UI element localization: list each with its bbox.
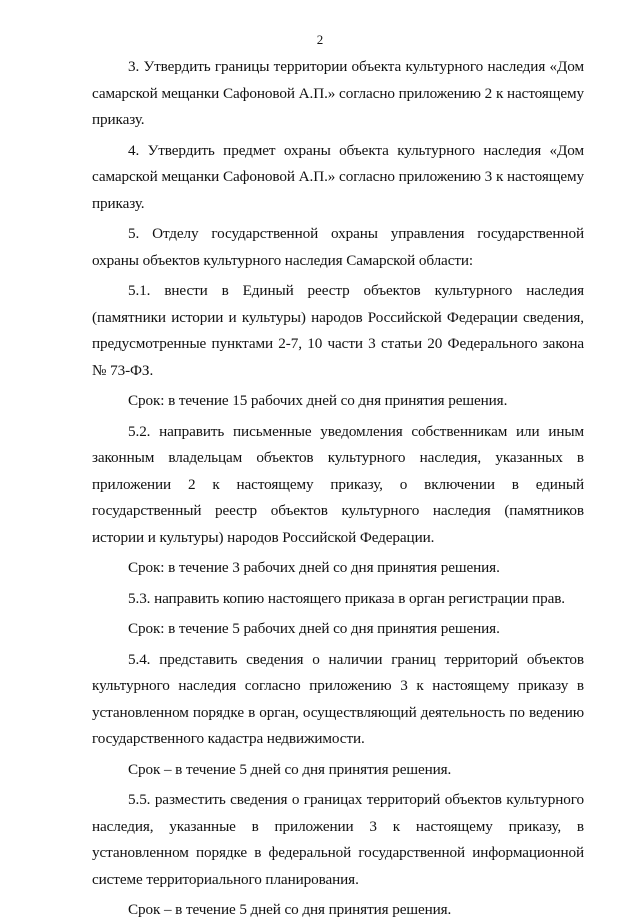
paragraph-item-5-3: 5.3. направить копию настоящего приказа в орган регистрации прав. bbox=[128, 589, 566, 607]
paragraph-item-5-5: 5.5. разместить сведения о границах территорий объектов культурного наследия, указанные в приложении 3 к настоящему приказу, в установленном порядке в федеральной государственной информационной системе территориального планирования. bbox=[92, 791, 584, 888]
page-number: 2 bbox=[316, 32, 324, 47]
paragraph-item-5-1: 5.1. внести в Единый реестр объектов культурного наследия (памятники истории и культуры) народов Российской Федерации сведения, предусмотренные пунктами 2-7, 10 части 3 статьи 20 Федерального закона № 73-ФЗ. bbox=[92, 282, 584, 379]
paragraph-item-4: 4. Утвердить предмет охраны объекта культурного наследия «Дом самарской мещанки Сафоновой А.П.» согласно приложению 3 к настоящему приказу. bbox=[92, 141, 584, 212]
document-body bbox=[92, 54, 584, 924]
deadline-5-5: Срок – в течение 5 дней со дня принятия решения. bbox=[128, 901, 452, 918]
deadline-5-3: Срок: в течение 5 рабочих дней со дня принятия решения. bbox=[128, 620, 500, 637]
paragraph-item-3: 3. Утвердить границы территории объекта культурного наследия «Дом самарской мещанки Сафоновой А.П.» согласно приложению 2 к настоящему приказу. bbox=[92, 58, 584, 128]
paragraph-item-5-2: 5.2. направить письменные уведомления собственникам или иным законным владельцам объектов культурного наследия, указанных в приложении 2 к настоящему приказу, о включении в единый государственный реестр объектов культурного наследия (памятников истории и культуры) народов Российской Федерации. bbox=[92, 422, 584, 546]
deadline-5-1: Срок: в течение 15 рабочих дней со дня принятия решения. bbox=[128, 392, 508, 409]
deadline-5-2: Срок: в течение 3 рабочих дней со дня принятия решения. bbox=[128, 559, 500, 576]
deadline-5-4: Срок – в течение 5 дней со дня принятия решения. bbox=[128, 760, 452, 778]
paragraph-item-5: 5. Отделу государственной охраны управления государственной охраны объектов культурного наследия Самарской области: bbox=[92, 225, 584, 269]
paragraph-item-5-4: 5.4. представить сведения о наличии границ территорий объектов культурного наследия согласно приложению 3 к настоящему приказу в установленном порядке в орган, осуществляющий деятельность по ведению государственного кадастра недвижимости. bbox=[92, 650, 584, 747]
